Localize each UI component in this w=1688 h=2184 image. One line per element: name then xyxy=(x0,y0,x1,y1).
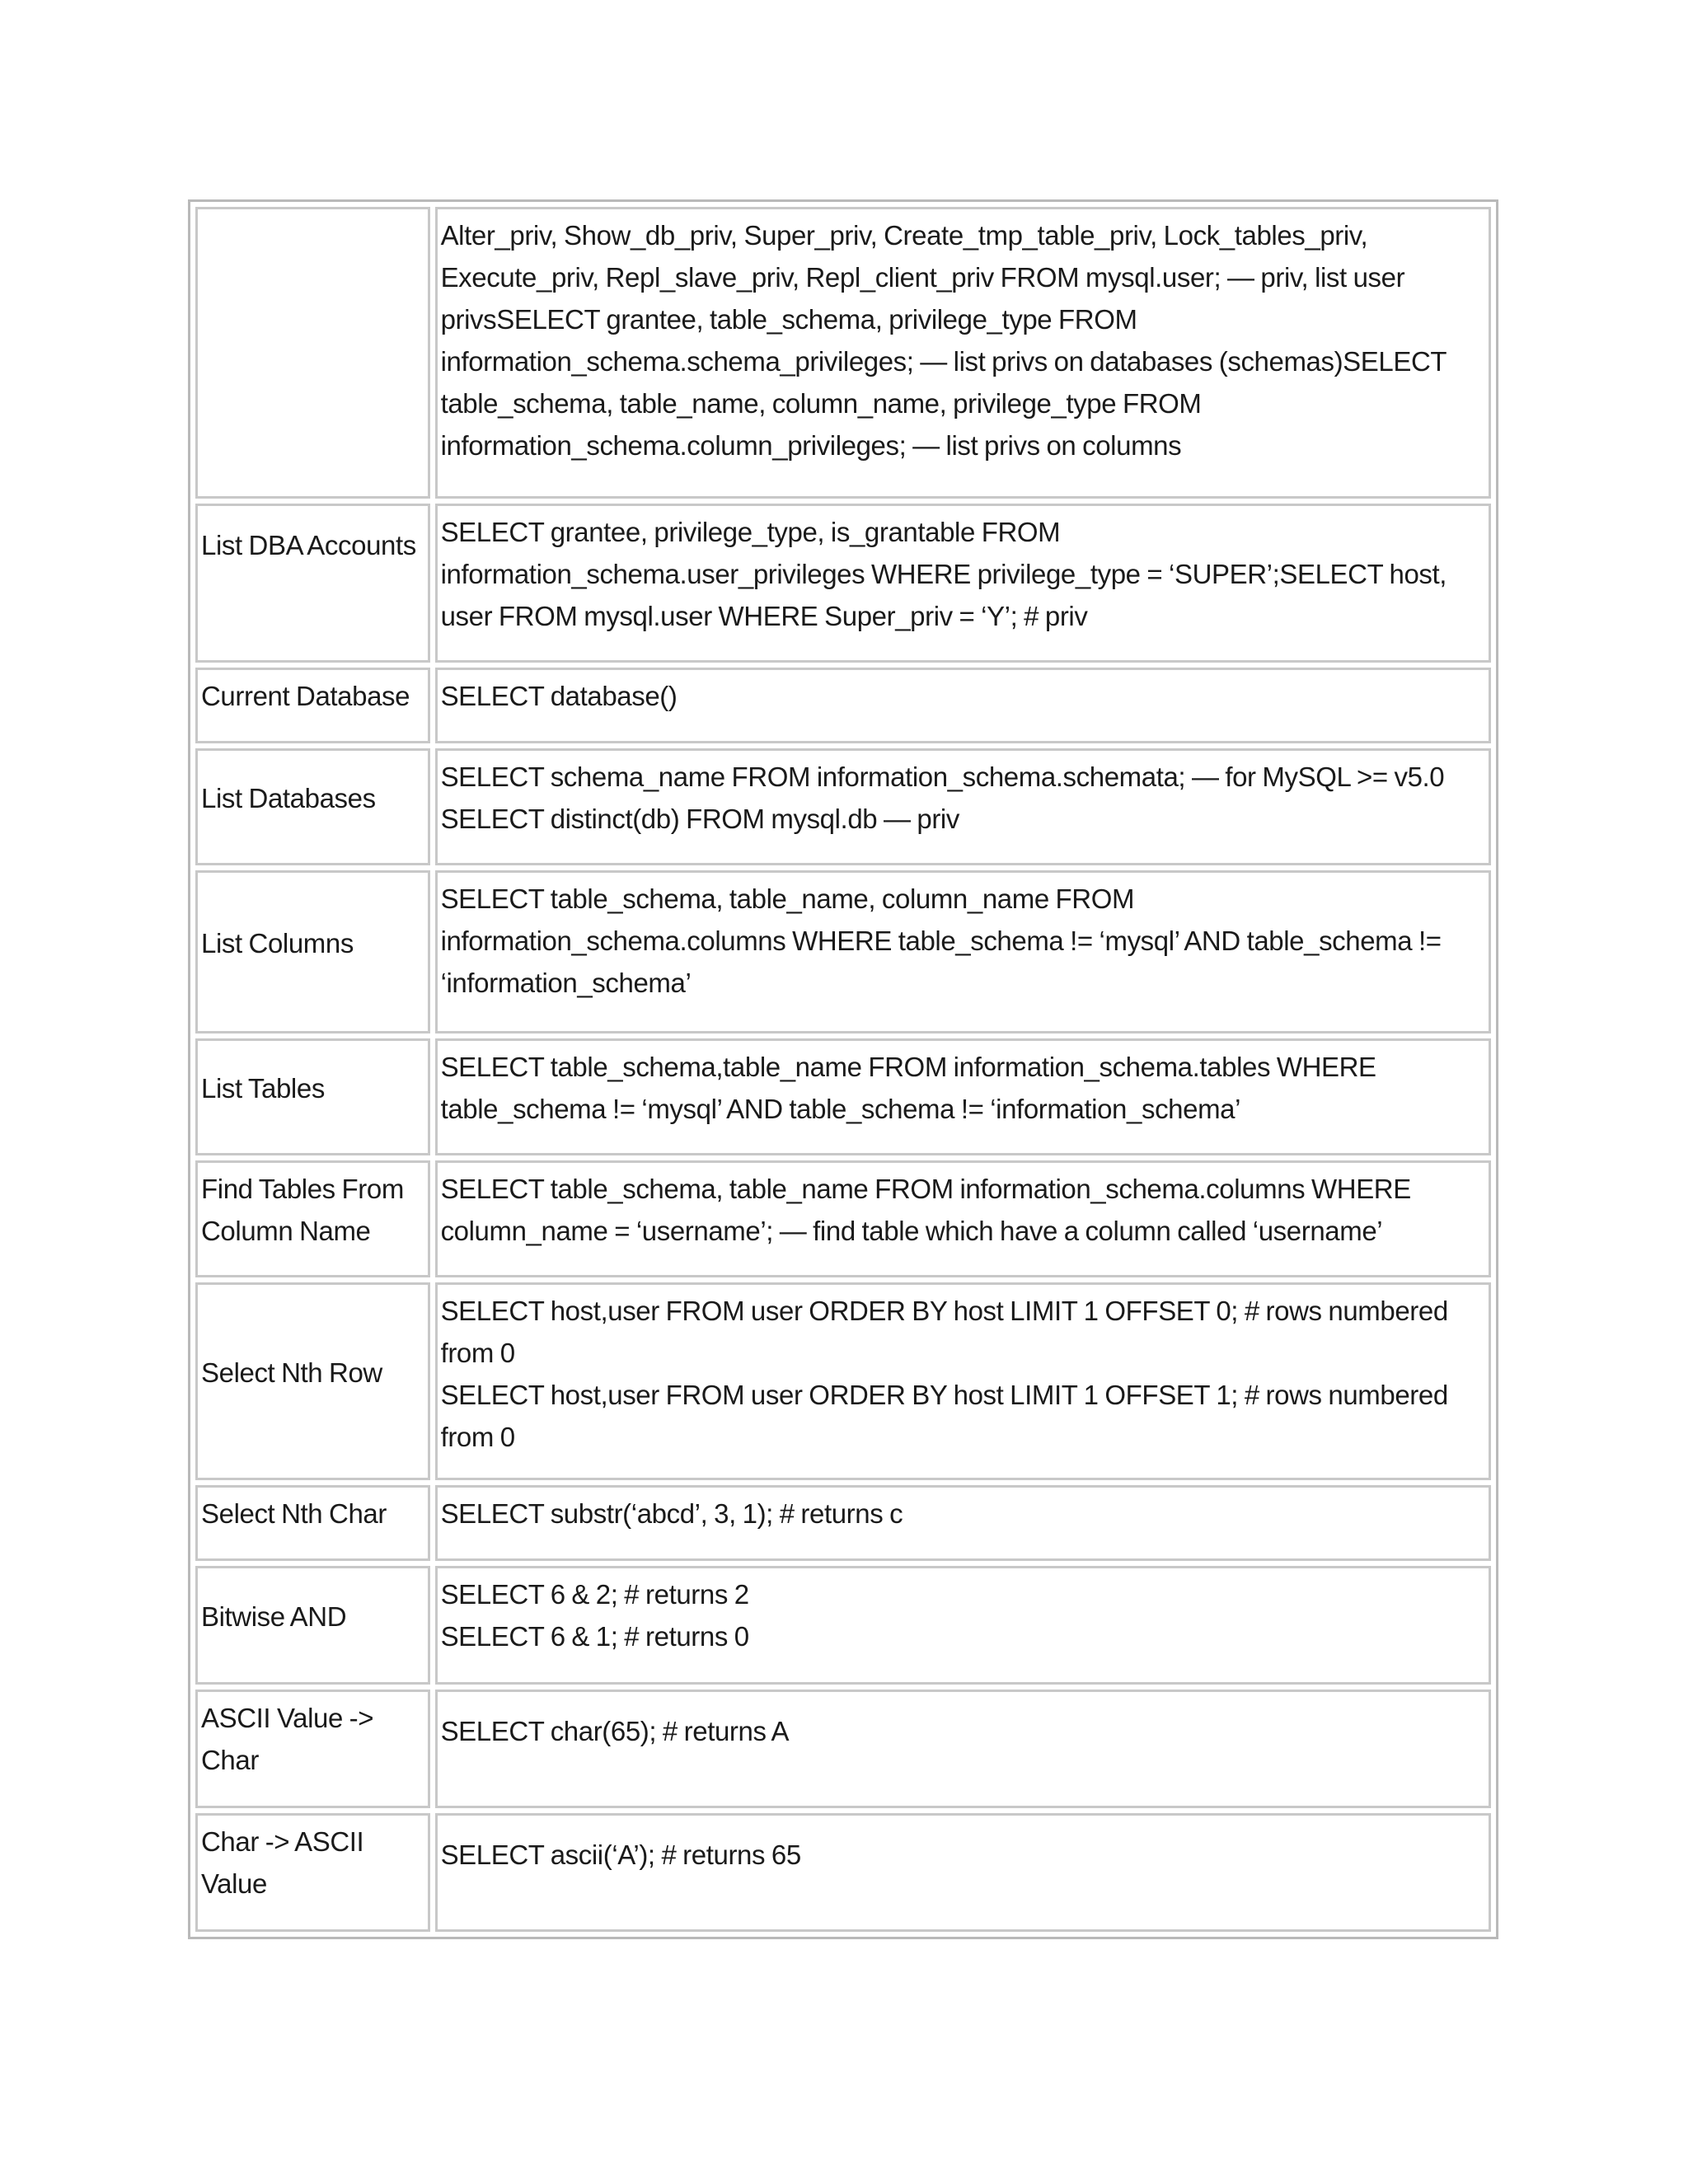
row-query xyxy=(435,504,1491,663)
row-query xyxy=(435,1690,1491,1808)
query-line: SELECT distinct(db) FROM mysql.db — priv xyxy=(440,804,959,834)
row-label: Current Database xyxy=(195,668,430,743)
table-row xyxy=(195,1566,1491,1685)
query-line: Alter_priv, Show_db_priv, Super_priv, Create_tmp_table_priv, Lock_tables_priv, Execute_priv, Repl_slave_priv, Repl_client_priv FROM mysql.user; — priv, list user privsSELECT grantee, table_schema, privilege_type FROM information_schema.schema_privileges; — list privs on databases (schemas)SELECT table_schema, table_name, column_name, privilege_type FROM information_schema.column_privileges; — list privs on columns xyxy=(440,220,1447,461)
row-label: Select Nth Char xyxy=(195,1485,430,1561)
table-row xyxy=(195,1038,1491,1155)
table-row xyxy=(195,1813,1491,1932)
table-row xyxy=(195,1485,1491,1561)
row-query xyxy=(435,1813,1491,1932)
row-label: List Databases xyxy=(195,748,430,865)
row-query xyxy=(435,1160,1491,1277)
row-query xyxy=(435,1485,1491,1561)
row-label: ASCII Value -> Char xyxy=(195,1690,430,1808)
row-label: Bitwise AND xyxy=(195,1566,430,1685)
row-query xyxy=(435,870,1491,1033)
query-line: SELECT schema_name FROM information_schema.schemata; — for MySQL >= v5.0 xyxy=(440,762,1445,792)
query-line: SELECT table_schema,table_name FROM information_schema.tables WHERE table_schema != ‘mysql’ AND table_schema != ‘information_schema’ xyxy=(440,1052,1376,1124)
row-label xyxy=(195,207,430,499)
table-row xyxy=(195,668,1491,743)
row-query xyxy=(435,1038,1491,1155)
query-line: SELECT database() xyxy=(440,681,678,711)
table-row xyxy=(195,870,1491,1033)
row-label: Find Tables From Column Name xyxy=(195,1160,430,1277)
table-row xyxy=(195,207,1491,499)
query-line: SELECT host,user FROM user ORDER BY host LIMIT 1 OFFSET 1; # rows numbered from 0 xyxy=(440,1380,1448,1452)
query-line: SELECT grantee, privilege_type, is_grantable FROM information_schema.user_privileges WHERE privilege_type = ‘SUPER’;SELECT host, user FROM mysql.user WHERE Super_priv = ‘Y’; # priv xyxy=(440,517,1447,631)
table-row xyxy=(195,1160,1491,1277)
query-line: SELECT ascii(‘A’); # returns 65 xyxy=(440,1840,801,1870)
row-query xyxy=(435,207,1491,499)
query-line: SELECT host,user FROM user ORDER BY host LIMIT 1 OFFSET 0; # rows numbered from 0 xyxy=(440,1296,1448,1368)
row-query xyxy=(435,1282,1491,1480)
table-row xyxy=(195,1282,1491,1480)
row-label: List Columns xyxy=(195,870,430,1033)
row-query xyxy=(435,1566,1491,1685)
sql-cheatsheet-table xyxy=(188,199,1498,1939)
query-line: SELECT 6 & 1; # returns 0 xyxy=(440,1621,749,1652)
row-query xyxy=(435,668,1491,743)
query-line: SELECT char(65); # returns A xyxy=(440,1716,790,1746)
table-row xyxy=(195,748,1491,865)
table-row xyxy=(195,1690,1491,1808)
row-label: Select Nth Row xyxy=(195,1282,430,1480)
query-line: SELECT substr(‘abcd’, 3, 1); # returns c xyxy=(440,1498,903,1529)
row-query xyxy=(435,748,1491,865)
query-line: SELECT table_schema, table_name FROM information_schema.columns WHERE column_name = ‘username’; — find table which have a column called ‘username’ xyxy=(440,1174,1411,1246)
row-label: List DBA Accounts xyxy=(195,504,430,663)
query-line: SELECT 6 & 2; # returns 2 xyxy=(440,1579,749,1610)
row-label: List Tables xyxy=(195,1038,430,1155)
row-label: Char -> ASCII Value xyxy=(195,1813,430,1932)
query-line: SELECT table_schema, table_name, column_name FROM information_schema.columns WHERE table_schema != ‘mysql’ AND table_schema != ‘information_schema’ xyxy=(440,883,1442,998)
table-row xyxy=(195,504,1491,663)
